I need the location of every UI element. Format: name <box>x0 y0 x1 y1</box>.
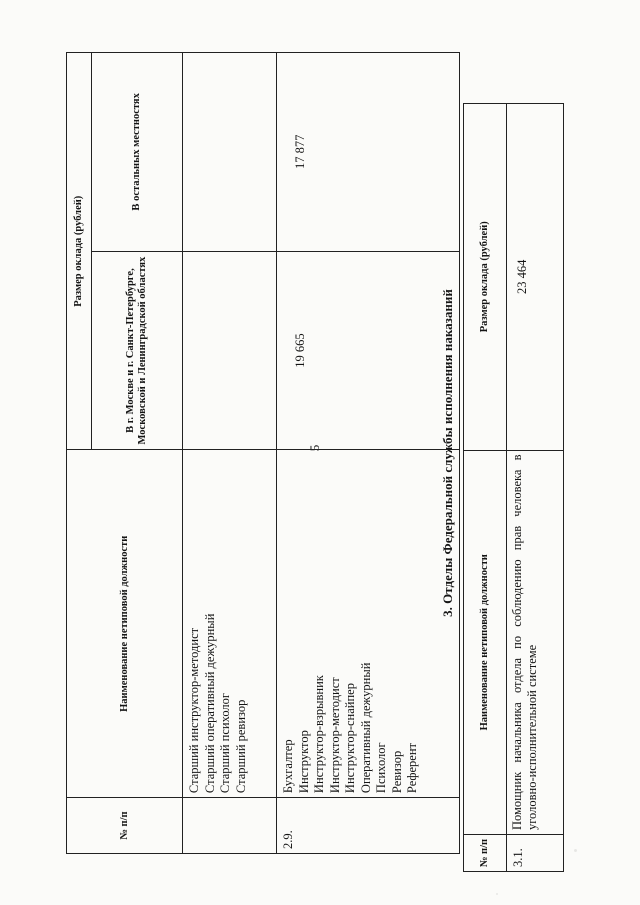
header-moscow-spb: В г. Москве и г. Санкт-Петербурге, Московской и Ленинградской областях <box>92 251 183 450</box>
table-row <box>183 53 277 854</box>
table-row <box>277 53 460 854</box>
position-name: Оперативный дежурный <box>358 662 373 794</box>
header-position-name: Наименование нетиповой должности <box>67 450 183 798</box>
position-name: Бухгалтер <box>281 739 295 794</box>
salary-moscow: 19 665 <box>277 251 460 450</box>
row-number: 2.9. <box>277 798 460 854</box>
scan-speck <box>496 893 498 895</box>
position-name: Старший оперативный дежурный <box>202 613 217 794</box>
section-title: 3. Отделы Федеральной службы исполнения наказаний <box>440 289 455 617</box>
position-name: Старший психолог <box>218 692 232 794</box>
salary-other <box>183 53 277 252</box>
position-list <box>183 450 277 798</box>
position-list <box>277 450 460 798</box>
salary-table-section-2 <box>66 52 460 854</box>
salary-moscow <box>183 251 277 450</box>
position-name: Ревизор <box>389 750 404 794</box>
header-position-name: Наименование нетиповой должности <box>464 450 507 835</box>
row-number: 3.1. <box>507 835 564 872</box>
row-number <box>183 798 277 854</box>
header-salary-group: Размер оклада (рублей) <box>67 53 92 450</box>
header-number: № п/п <box>67 798 183 854</box>
position-name: Инструктор-методист <box>327 677 342 794</box>
position-name: Помощник начальника отдела по соблюдению прав человека в уголовно-исполнительной системе <box>507 450 564 835</box>
position-name: Старший ревизор <box>233 699 248 794</box>
salary-other: 17 877 <box>277 53 460 252</box>
position-name: Инструктор <box>296 730 311 794</box>
page-number: 5 <box>307 444 322 452</box>
position-name: Инструктор-снайпер <box>343 683 357 794</box>
position-name: Психолог <box>374 742 388 794</box>
header-other-regions: В остальных местностях <box>92 53 183 252</box>
position-name: Референт <box>405 742 419 794</box>
position-name: Инструктор-взрывник <box>312 675 326 794</box>
salary-value: 23 464 <box>507 104 564 451</box>
header-salary: Размер оклада (рублей) <box>464 104 507 451</box>
salary-table-section-3 <box>463 103 564 872</box>
scan-speck <box>574 849 577 852</box>
header-number: № п/п <box>464 835 507 872</box>
position-name: Старший инструктор-методист <box>187 627 201 794</box>
table-row <box>507 104 564 872</box>
